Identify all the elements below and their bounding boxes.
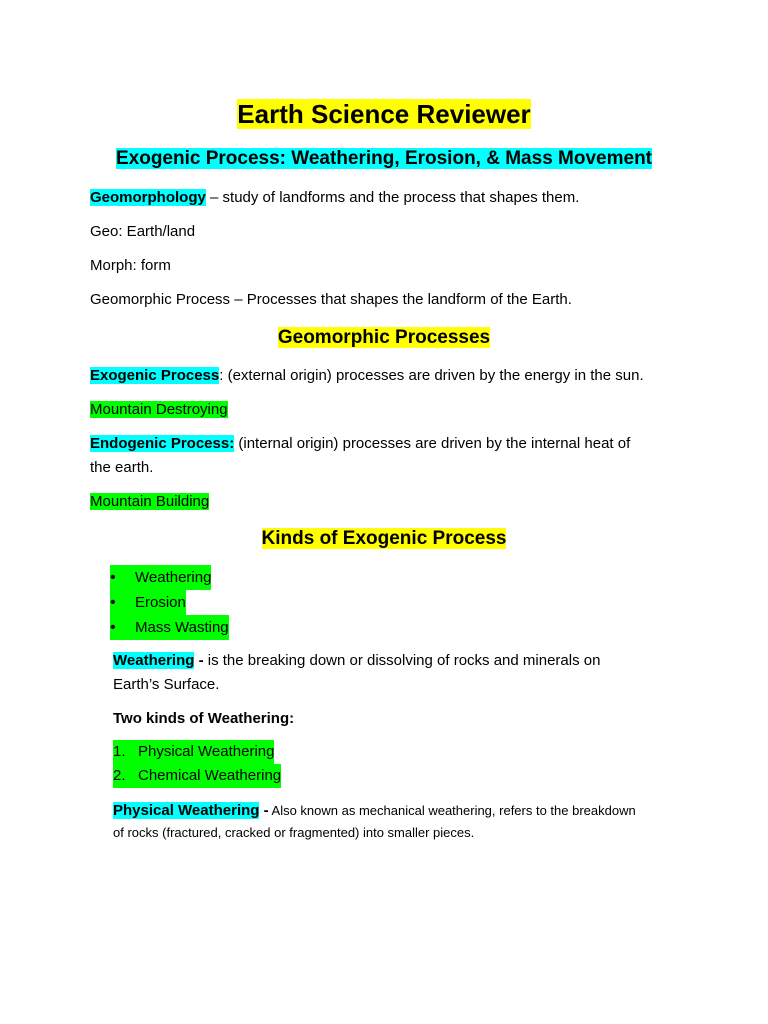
exogenic-definition xyxy=(90,367,644,385)
physical-weathering-text: Also known as mechanical weathering, refers to the breakdown xyxy=(268,803,636,818)
weathering-text: is the breaking down or dissolving of rocks and minerals on xyxy=(203,652,601,669)
list-item xyxy=(110,615,229,640)
endogenic-definition-cont: the earth. xyxy=(90,459,154,476)
list-item-label: Physical Weathering xyxy=(138,743,275,760)
list-item xyxy=(110,565,229,590)
endogenic-note xyxy=(90,493,209,511)
list-item xyxy=(110,590,229,615)
bullet-icon: • xyxy=(110,619,116,636)
geomorphic-process-line: Geomorphic Process – Processes that shapes the landform of the Earth. xyxy=(90,291,572,308)
bullet-icon: • xyxy=(110,569,116,586)
weathering-definition xyxy=(113,652,600,670)
document-subtitle xyxy=(0,147,768,171)
endogenic-definition xyxy=(90,435,630,453)
bullet-icon: • xyxy=(110,594,116,611)
physical-weathering-term: Physical Weathering xyxy=(113,802,260,819)
physical-weathering-dash: - xyxy=(259,802,269,819)
exogenic-note xyxy=(90,401,228,419)
list-item xyxy=(113,764,281,788)
weathering-dash: - xyxy=(194,652,204,669)
morph-line: Morph: form xyxy=(90,257,171,274)
physical-weathering-definition-cont: of rocks (fractured, cracked or fragmented) into smaller pieces. xyxy=(113,825,475,840)
heading-kinds-text: Kinds of Exogenic Process xyxy=(261,528,507,549)
list-item-label: Chemical Weathering xyxy=(138,767,282,784)
heading-geomorphic-processes xyxy=(0,326,768,350)
heading-kinds xyxy=(0,527,768,551)
kinds-list xyxy=(110,565,229,640)
geo-line: Geo: Earth/land xyxy=(90,223,196,240)
list-item-label: Weathering xyxy=(135,569,212,586)
exogenic-text: : (external origin) processes are driven by the energy in the sun. xyxy=(219,367,644,384)
weathering-definition-cont: Earth’s Surface. xyxy=(113,676,220,693)
list-number: 2. xyxy=(113,767,126,784)
subtitle-text: Exogenic Process: Weathering, Erosion, & Mass Movement xyxy=(115,148,653,169)
geomorphology-text: – study of landforms and the process that shapes them. xyxy=(205,189,580,206)
exogenic-note-text: Mountain Destroying xyxy=(90,401,228,418)
physical-weathering-definition xyxy=(113,802,636,820)
endogenic-term: Endogenic Process: xyxy=(90,435,235,452)
two-kinds-heading: Two kinds of Weathering: xyxy=(113,710,295,727)
weathering-types-list xyxy=(113,740,281,788)
exogenic-term: Exogenic Process xyxy=(90,367,220,384)
list-item-label: Mass Wasting xyxy=(135,619,229,636)
endogenic-note-text: Mountain Building xyxy=(90,493,210,510)
list-item xyxy=(113,740,281,764)
weathering-term: Weathering xyxy=(113,652,195,669)
geomorphology-term: Geomorphology xyxy=(90,189,206,206)
heading-geomorphic-processes-text: Geomorphic Processes xyxy=(277,327,491,348)
geomorphology-definition xyxy=(90,189,579,207)
document-title xyxy=(0,98,768,130)
endogenic-text: (internal origin) processes are driven by the internal heat of xyxy=(234,435,631,452)
list-item-label: Erosion xyxy=(135,594,186,611)
list-number: 1. xyxy=(113,743,126,760)
title-text: Earth Science Reviewer xyxy=(237,99,531,129)
